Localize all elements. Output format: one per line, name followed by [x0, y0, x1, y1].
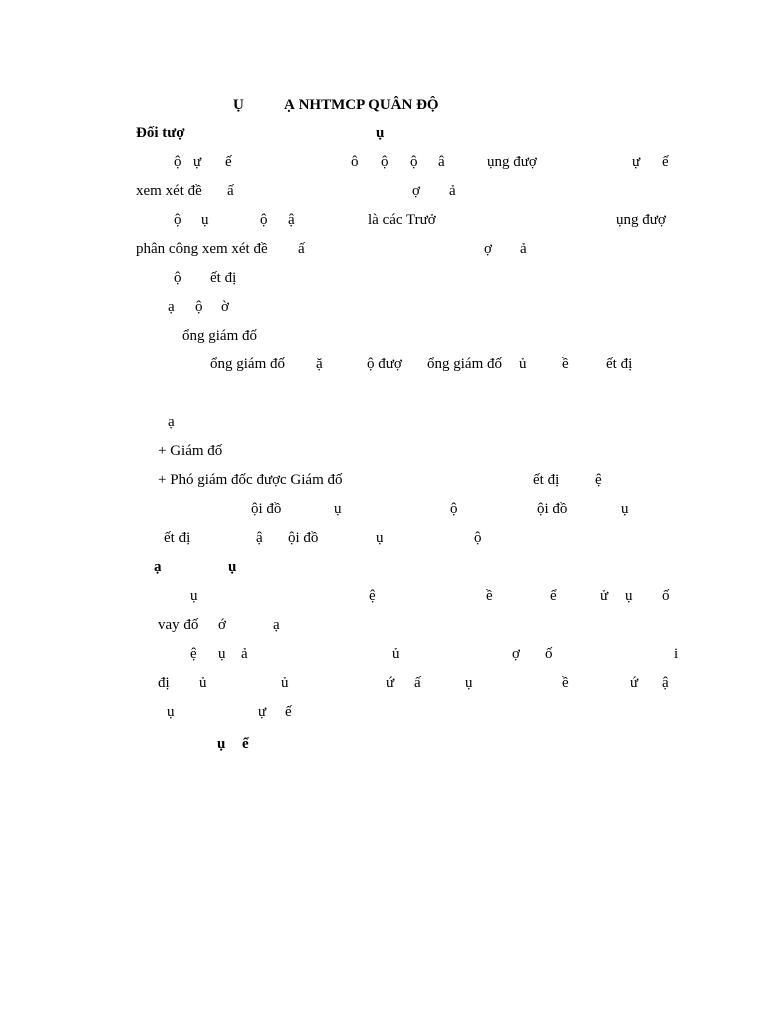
- text-fragment: đị: [158, 675, 170, 691]
- text-fragment: ế: [225, 154, 232, 170]
- text-fragment: ủ: [392, 646, 400, 662]
- text-fragment: ộ: [474, 530, 482, 546]
- text-fragment: ạ: [154, 559, 162, 575]
- text-fragment: ớ: [218, 617, 226, 633]
- text-line: [0, 238, 768, 260]
- text-fragment: ấ: [227, 183, 234, 199]
- text-line: [0, 643, 768, 665]
- text-fragment: ụ: [625, 588, 633, 604]
- text-fragment: ệ: [595, 472, 602, 488]
- text-fragment: ử: [600, 588, 609, 604]
- text-fragment: ộ đượ: [367, 356, 402, 372]
- text-fragment: ổng giám đố: [210, 356, 285, 372]
- text-line: [0, 151, 768, 173]
- text-fragment: ự: [632, 154, 641, 170]
- text-line: [0, 296, 768, 318]
- text-fragment: ể: [550, 588, 557, 604]
- text-fragment: ạ: [168, 414, 175, 430]
- text-fragment: ấ: [298, 241, 305, 257]
- text-line: [0, 469, 768, 491]
- text-fragment: ặ: [316, 356, 323, 372]
- text-fragment: ệ: [190, 646, 197, 662]
- text-fragment: ệ: [369, 588, 376, 604]
- text-fragment: ả: [241, 646, 248, 662]
- text-fragment: ết đị: [210, 270, 237, 286]
- text-line: [0, 614, 768, 636]
- text-fragment: ộ: [174, 212, 182, 228]
- text-fragment: + Giám đố: [158, 443, 223, 459]
- text-line: [0, 672, 768, 694]
- text-line: [0, 180, 768, 202]
- text-line: [0, 267, 768, 289]
- text-fragment: ộ: [381, 154, 389, 170]
- text-fragment: ả: [449, 183, 456, 199]
- text-fragment: ụng đượ: [616, 212, 666, 228]
- title-fragment: Ụ: [233, 97, 244, 113]
- text-fragment: ụ: [465, 675, 473, 691]
- text-fragment: ả: [520, 241, 527, 257]
- text-fragment: ề: [562, 675, 569, 691]
- text-line: [0, 527, 768, 549]
- text-fragment: ế: [662, 154, 669, 170]
- document-title: [0, 94, 768, 116]
- text-fragment: ủ: [281, 675, 289, 691]
- text-fragment: ổng giám đố: [427, 356, 502, 372]
- text-fragment: ậ: [662, 675, 669, 691]
- text-fragment: ộ: [260, 212, 268, 228]
- text-fragment: ạ: [168, 299, 175, 315]
- text-fragment: ề: [486, 588, 493, 604]
- text-fragment: ự: [193, 154, 202, 170]
- text-fragment: Đối tượ: [136, 125, 185, 141]
- text-fragment: vay đố: [158, 617, 199, 633]
- text-line: [0, 498, 768, 520]
- text-fragment: ết đị: [606, 356, 633, 372]
- text-fragment: ề: [562, 356, 569, 372]
- text-fragment: ụ: [167, 704, 175, 720]
- text-fragment: ụ: [376, 125, 385, 141]
- text-fragment: xem xét đề: [136, 183, 202, 199]
- text-fragment: ụ: [621, 501, 629, 517]
- text-fragment: ờ: [221, 299, 229, 315]
- text-fragment: ậ: [256, 530, 263, 546]
- text-fragment: ết đị: [533, 472, 560, 488]
- text-line: [0, 440, 768, 462]
- text-fragment: ủ: [519, 356, 527, 372]
- text-fragment: ủ: [199, 675, 207, 691]
- text-fragment: ội đồ: [537, 501, 568, 517]
- text-fragment: i: [674, 646, 679, 662]
- text-fragment: ậ: [288, 212, 295, 228]
- section-heading: [0, 122, 768, 144]
- text-fragment: ết đị: [164, 530, 191, 546]
- section-heading: [0, 733, 768, 755]
- text-fragment: ụ: [190, 588, 198, 604]
- section-heading: [0, 556, 768, 578]
- text-fragment: ụ: [218, 646, 226, 662]
- text-fragment: ổng giám đố: [182, 328, 257, 344]
- text-fragment: ạ: [273, 617, 280, 633]
- text-fragment: ứ: [386, 675, 395, 691]
- text-fragment: + Phó giám đốc được Giám đố: [158, 472, 343, 488]
- text-fragment: ụ: [217, 736, 226, 752]
- text-fragment: ộ: [174, 154, 182, 170]
- text-fragment: ụng đượ: [487, 154, 537, 170]
- text-fragment: ụ: [334, 501, 342, 517]
- title-fragment: Ạ NHTMCP QUÂN ĐỘ: [284, 97, 439, 113]
- text-fragment: ụ: [228, 559, 237, 575]
- text-fragment: ế: [285, 704, 292, 720]
- text-fragment: ội đồ: [251, 501, 282, 517]
- text-line: [0, 209, 768, 231]
- text-fragment: ô: [351, 154, 359, 170]
- text-fragment: â: [438, 154, 445, 170]
- text-line: [0, 325, 768, 347]
- text-fragment: phân công xem xét đề: [136, 241, 268, 257]
- text-fragment: ứ: [630, 675, 639, 691]
- text-line: [0, 411, 768, 433]
- text-fragment: ự: [258, 704, 267, 720]
- text-fragment: ộ: [195, 299, 203, 315]
- text-fragment: ộ: [450, 501, 458, 517]
- text-fragment: ể: [242, 736, 249, 752]
- text-fragment: ộ: [410, 154, 418, 170]
- text-fragment: là các Trưở: [368, 212, 436, 228]
- text-fragment: ấ: [414, 675, 421, 691]
- text-line: [0, 701, 768, 723]
- text-fragment: ợ: [412, 183, 420, 199]
- text-line: [0, 585, 768, 607]
- text-fragment: ợ: [484, 241, 492, 257]
- text-fragment: ội đồ: [288, 530, 319, 546]
- text-fragment: ố: [545, 646, 553, 662]
- text-fragment: ợ: [512, 646, 520, 662]
- text-fragment: ố: [662, 588, 670, 604]
- text-fragment: ộ: [174, 270, 182, 286]
- text-fragment: ụ: [201, 212, 209, 228]
- text-fragment: ụ: [376, 530, 384, 546]
- text-line: [0, 353, 768, 375]
